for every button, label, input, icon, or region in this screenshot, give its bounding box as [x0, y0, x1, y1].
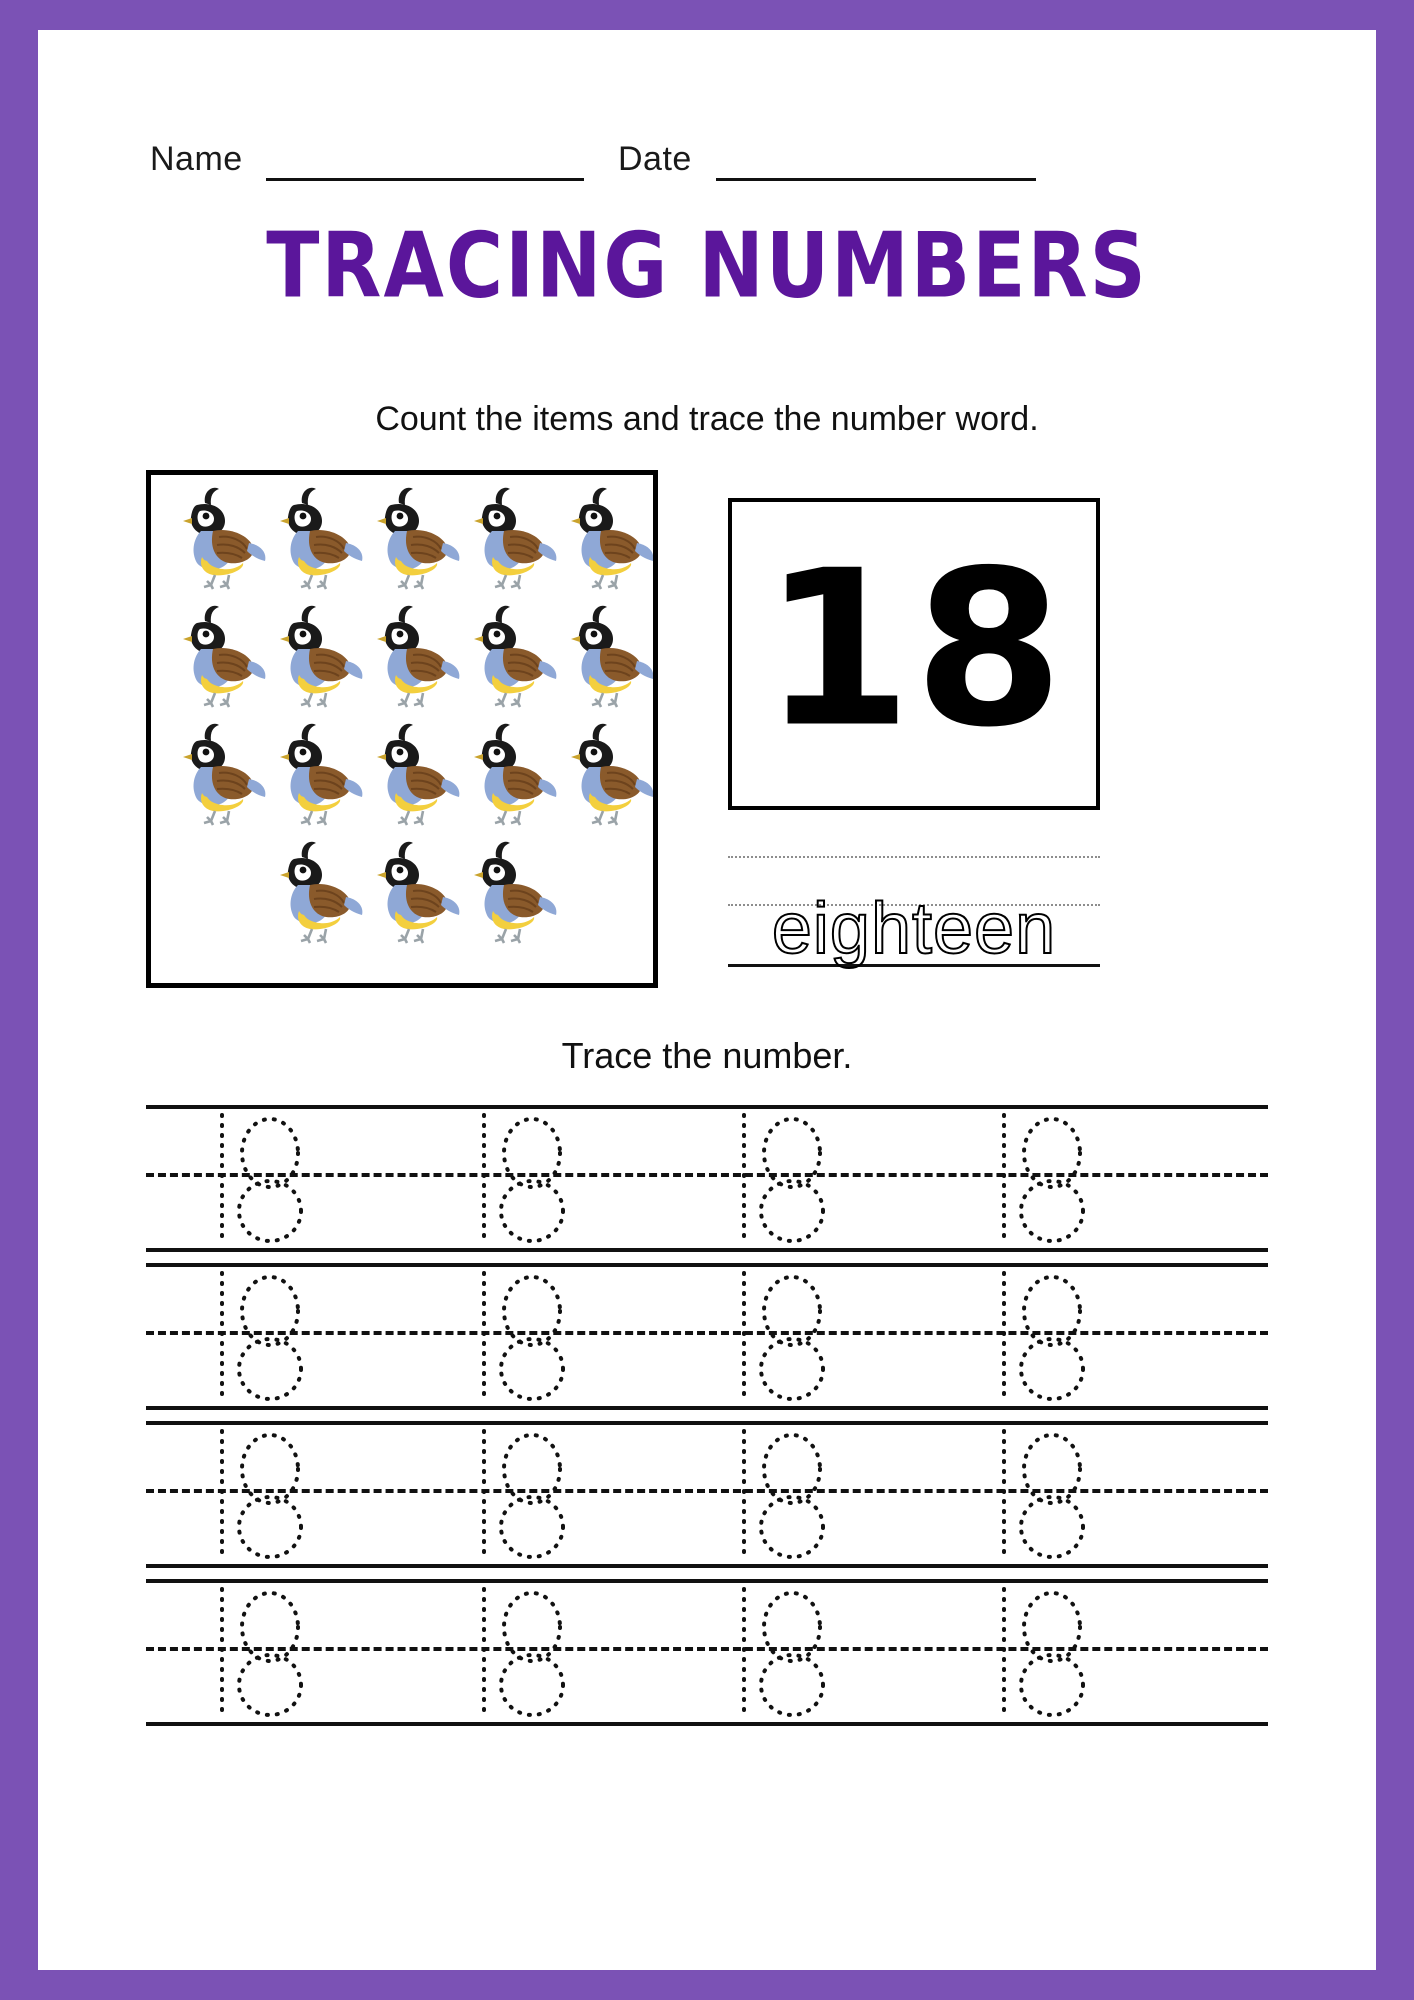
trace-row[interactable]	[146, 1263, 1268, 1410]
counting-item-bird	[254, 601, 366, 709]
trace-glyph-18[interactable]	[204, 1581, 316, 1721]
counting-item-bird	[157, 719, 269, 827]
number-box	[728, 498, 1100, 810]
trace-line-bottom	[146, 1248, 1268, 1252]
counting-item-bird	[545, 483, 657, 591]
trace-rows[interactable]	[146, 1105, 1268, 1737]
trace-glyph-18[interactable]	[726, 1581, 838, 1721]
trace-glyph-18[interactable]	[204, 1107, 316, 1247]
number-word-outline: eighteen	[771, 889, 1057, 969]
date-label: Date	[618, 140, 692, 178]
trace-line-bottom	[146, 1722, 1268, 1726]
trace-glyph-18[interactable]	[986, 1581, 1098, 1721]
worksheet-page	[38, 30, 1376, 1970]
word-line-top	[728, 856, 1100, 858]
bird-grid	[157, 483, 657, 983]
trace-glyph-18[interactable]	[726, 1107, 838, 1247]
counting-item-bird	[157, 601, 269, 709]
trace-row[interactable]	[146, 1105, 1268, 1252]
page-title: TRACING NUMBERS	[266, 215, 1148, 319]
trace-glyph-18[interactable]	[204, 1265, 316, 1405]
trace-glyph-18[interactable]	[986, 1423, 1098, 1563]
trace-glyph-18[interactable]	[466, 1107, 578, 1247]
trace-heading: Trace the number.	[561, 1035, 853, 1076]
trace-glyph-18[interactable]	[986, 1107, 1098, 1247]
counting-item-bird	[351, 837, 463, 945]
trace-glyph-18[interactable]	[986, 1265, 1098, 1405]
counting-item-bird	[351, 719, 463, 827]
counting-item-bird	[157, 483, 269, 591]
counting-item-bird	[448, 719, 560, 827]
trace-glyph-18[interactable]	[726, 1423, 838, 1563]
trace-row[interactable]	[146, 1421, 1268, 1568]
number-value: 18	[762, 523, 1066, 775]
trace-line-bottom	[146, 1564, 1268, 1568]
counting-item-bird	[448, 483, 560, 591]
trace-glyph-18[interactable]	[466, 1423, 578, 1563]
trace-line-bottom	[146, 1406, 1268, 1410]
counting-item-bird	[254, 483, 366, 591]
page-subtitle: Count the items and trace the number word.	[375, 400, 1039, 438]
counting-item-bird	[448, 837, 560, 945]
counting-box	[146, 470, 658, 988]
counting-item-bird	[351, 601, 463, 709]
date-write-line[interactable]	[716, 178, 1036, 181]
trace-row[interactable]	[146, 1579, 1268, 1726]
trace-glyph-18[interactable]	[204, 1423, 316, 1563]
counting-item-bird	[545, 719, 657, 827]
counting-item-bird	[448, 601, 560, 709]
counting-item-bird	[351, 483, 463, 591]
name-label: Name	[150, 140, 243, 178]
trace-glyph-18[interactable]	[466, 1581, 578, 1721]
counting-item-bird	[254, 837, 366, 945]
trace-glyph-18[interactable]	[726, 1265, 838, 1405]
name-date-row	[38, 130, 1376, 190]
name-write-line[interactable]	[266, 178, 584, 181]
word-trace-strip[interactable]	[728, 852, 1100, 980]
counting-item-bird	[545, 601, 657, 709]
counting-item-bird	[254, 719, 366, 827]
trace-glyph-18[interactable]	[466, 1265, 578, 1405]
